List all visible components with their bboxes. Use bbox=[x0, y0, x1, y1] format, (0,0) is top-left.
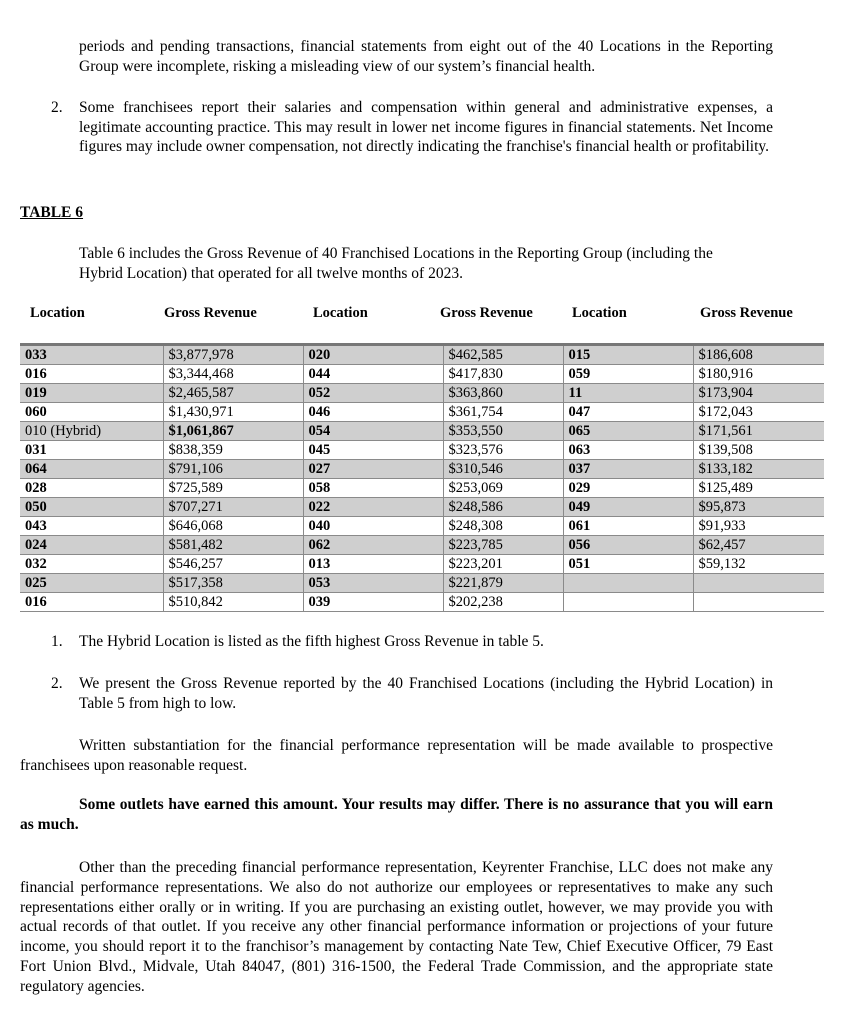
gross-revenue-cell: $223,201 bbox=[443, 555, 563, 574]
gross-revenue-cell: $646,068 bbox=[163, 517, 303, 536]
gross-revenue-cell: $253,069 bbox=[443, 479, 563, 498]
gross-revenue-cell bbox=[693, 574, 824, 593]
table-row bbox=[20, 536, 824, 555]
table-row bbox=[20, 403, 824, 422]
location-cell: 047 bbox=[563, 403, 693, 422]
gross-revenue-cell: $323,576 bbox=[443, 441, 563, 460]
column-header: Gross Revenue bbox=[440, 305, 533, 321]
continuation-paragraph: periods and pending transactions, financial statements from eight out of the 40 Locations in the Reporting Group were incomplete, risking a misleading view of our system’s financial health. bbox=[79, 38, 773, 75]
note-text: The Hybrid Location is listed as the fifth highest Gross Revenue in table 5. bbox=[79, 633, 544, 650]
gross-revenue-cell: $363,860 bbox=[443, 384, 563, 403]
gross-revenue-table bbox=[20, 343, 824, 612]
location-cell: 010 (Hybrid) bbox=[20, 422, 163, 441]
table-row bbox=[20, 460, 824, 479]
gross-revenue-cell: $1,430,971 bbox=[163, 403, 303, 422]
table-row bbox=[20, 345, 824, 365]
table-row bbox=[20, 441, 824, 460]
column-header: Gross Revenue bbox=[700, 305, 793, 321]
location-cell: 040 bbox=[303, 517, 443, 536]
table-intro: Table 6 includes the Gross Revenue of 40 Franchised Locations in the Reporting Group (including the Hybrid Location) that operated for all twelve months of 2023. bbox=[79, 245, 713, 282]
note-number: 1. bbox=[51, 633, 63, 650]
gross-revenue-cell: $221,879 bbox=[443, 574, 563, 593]
final-paragraph: Other than the preceding financial performance representation, Keyrenter Franchise, LLC does not make any financial performance representations. We also do not authorize our employees or representatives to make any such representations either orally or in writing. If you are purchasing an existing outlet, however, we may provide you with actual records of that outlet. If you receive any other financial performance information or projections of your future income, you should report it to the franchisor’s management by contacting Nate Tew, Chief Executive Officer, 79 East Fort Union Blvd., Midvale, Utah 84047, (801) 316-1500, the Federal Trade Commission, and the appropriate state regulatory agencies. bbox=[20, 859, 773, 995]
gross-revenue-cell: $3,344,468 bbox=[163, 365, 303, 384]
location-cell: 025 bbox=[20, 574, 163, 593]
location-cell: 058 bbox=[303, 479, 443, 498]
list-item-text: Some franchisees report their salaries and compensation within general and administrative expenses, a legitimate accounting practice. This may result in lower net income figures in financial statements. Net Income figures may include owner compensation, not directly indicating the franchise's financial health or profitability. bbox=[79, 99, 773, 155]
table-row bbox=[20, 574, 824, 593]
location-cell: 029 bbox=[563, 479, 693, 498]
gross-revenue-cell: $62,457 bbox=[693, 536, 824, 555]
table-row bbox=[20, 479, 824, 498]
location-cell: 049 bbox=[563, 498, 693, 517]
gross-revenue-cell: $1,061,867 bbox=[163, 422, 303, 441]
location-cell: 052 bbox=[303, 384, 443, 403]
gross-revenue-cell: $581,482 bbox=[163, 536, 303, 555]
table-row bbox=[20, 365, 824, 384]
table-row bbox=[20, 517, 824, 536]
location-cell: 028 bbox=[20, 479, 163, 498]
disclaimer: Some outlets have earned this amount. Your results may differ. There is no assurance that you will earn as much. bbox=[20, 796, 773, 833]
table-row bbox=[20, 593, 824, 612]
gross-revenue-cell: $462,585 bbox=[443, 345, 563, 365]
location-cell: 031 bbox=[20, 441, 163, 460]
table-row bbox=[20, 384, 824, 403]
gross-revenue-cell: $248,586 bbox=[443, 498, 563, 517]
gross-revenue-cell: $125,489 bbox=[693, 479, 824, 498]
gross-revenue-cell: $173,904 bbox=[693, 384, 824, 403]
gross-revenue-cell: $838,359 bbox=[163, 441, 303, 460]
location-cell: 033 bbox=[20, 345, 163, 365]
location-cell: 027 bbox=[303, 460, 443, 479]
location-cell: 013 bbox=[303, 555, 443, 574]
gross-revenue-cell: $353,550 bbox=[443, 422, 563, 441]
location-cell: 045 bbox=[303, 441, 443, 460]
location-cell: 060 bbox=[20, 403, 163, 422]
gross-revenue-cell: $133,182 bbox=[693, 460, 824, 479]
gross-revenue-cell: $2,465,587 bbox=[163, 384, 303, 403]
location-cell: 051 bbox=[563, 555, 693, 574]
location-cell: 059 bbox=[563, 365, 693, 384]
gross-revenue-cell: $139,508 bbox=[693, 441, 824, 460]
gross-revenue-cell: $546,257 bbox=[163, 555, 303, 574]
location-cell: 043 bbox=[20, 517, 163, 536]
gross-revenue-cell: $517,358 bbox=[163, 574, 303, 593]
gross-revenue-cell: $310,546 bbox=[443, 460, 563, 479]
location-cell: 053 bbox=[303, 574, 443, 593]
location-cell: 032 bbox=[20, 555, 163, 574]
location-cell: 054 bbox=[303, 422, 443, 441]
location-cell: 064 bbox=[20, 460, 163, 479]
gross-revenue-cell: $171,561 bbox=[693, 422, 824, 441]
gross-revenue-cell: $223,785 bbox=[443, 536, 563, 555]
gross-revenue-cell: $791,106 bbox=[163, 460, 303, 479]
location-cell: 065 bbox=[563, 422, 693, 441]
column-header: Location bbox=[30, 305, 85, 321]
gross-revenue-cell: $95,873 bbox=[693, 498, 824, 517]
gross-revenue-cell: $202,238 bbox=[443, 593, 563, 612]
location-cell: 11 bbox=[563, 384, 693, 403]
gross-revenue-cell: $186,608 bbox=[693, 345, 824, 365]
column-header: Gross Revenue bbox=[164, 305, 257, 321]
gross-revenue-cell: $3,877,978 bbox=[163, 345, 303, 365]
location-cell: 024 bbox=[20, 536, 163, 555]
location-cell bbox=[563, 593, 693, 612]
table-row bbox=[20, 498, 824, 517]
location-cell: 044 bbox=[303, 365, 443, 384]
note-text: We present the Gross Revenue reported by the 40 Franchised Locations (including the Hybrid Location) in Table 5 from high to low. bbox=[79, 675, 773, 712]
location-cell: 062 bbox=[303, 536, 443, 555]
gross-revenue-cell: $361,754 bbox=[443, 403, 563, 422]
gross-revenue-cell: $248,308 bbox=[443, 517, 563, 536]
location-cell: 019 bbox=[20, 384, 163, 403]
location-cell: 020 bbox=[303, 345, 443, 365]
table-heading: TABLE 6 bbox=[20, 204, 84, 221]
location-cell: 016 bbox=[20, 593, 163, 612]
table-row bbox=[20, 555, 824, 574]
location-cell: 050 bbox=[20, 498, 163, 517]
location-cell: 015 bbox=[563, 345, 693, 365]
location-cell: 046 bbox=[303, 403, 443, 422]
table-row bbox=[20, 422, 824, 441]
location-cell: 016 bbox=[20, 365, 163, 384]
location-cell: 061 bbox=[563, 517, 693, 536]
gross-revenue-cell: $91,933 bbox=[693, 517, 824, 536]
location-cell: 022 bbox=[303, 498, 443, 517]
gross-revenue-cell: $59,132 bbox=[693, 555, 824, 574]
list-number: 2. bbox=[51, 99, 63, 116]
gross-revenue-cell: $180,916 bbox=[693, 365, 824, 384]
gross-revenue-cell: $707,271 bbox=[163, 498, 303, 517]
gross-revenue-cell: $417,830 bbox=[443, 365, 563, 384]
gross-revenue-cell: $725,589 bbox=[163, 479, 303, 498]
location-cell: 037 bbox=[563, 460, 693, 479]
location-cell: 039 bbox=[303, 593, 443, 612]
note-number: 2. bbox=[51, 675, 63, 692]
location-cell: 063 bbox=[563, 441, 693, 460]
gross-revenue-cell bbox=[693, 593, 824, 612]
written-substantiation: Written substantiation for the financial performance representation will be made available to prospective franchisees upon reasonable request. bbox=[20, 737, 773, 774]
column-header: Location bbox=[572, 305, 627, 321]
location-cell: 056 bbox=[563, 536, 693, 555]
gross-revenue-cell: $172,043 bbox=[693, 403, 824, 422]
location-cell bbox=[563, 574, 693, 593]
column-header: Location bbox=[313, 305, 368, 321]
gross-revenue-cell: $510,842 bbox=[163, 593, 303, 612]
